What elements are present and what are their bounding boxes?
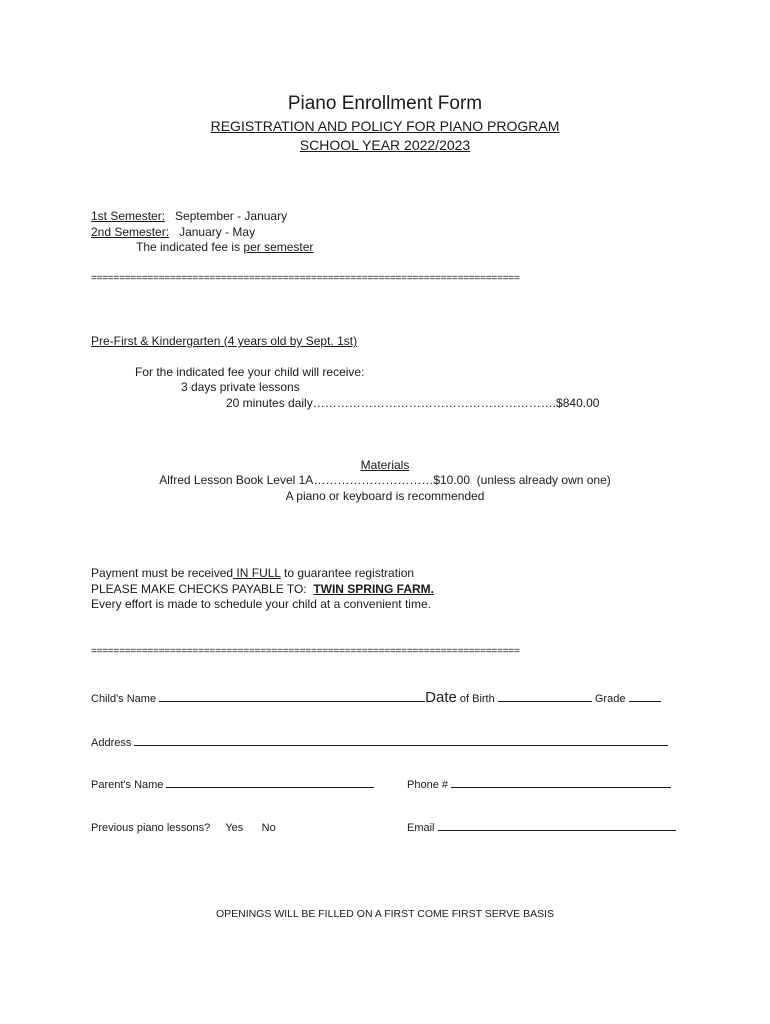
date-label: Date bbox=[425, 689, 457, 706]
grade-label: Grade bbox=[594, 693, 626, 705]
materials-book-line: Alfred Lesson Book Level 1A…………………………$10.00 (unless already own one) bbox=[159, 473, 611, 487]
date-of-birth-input[interactable] bbox=[498, 701, 592, 702]
separator-bottom: ============================================================================ bbox=[91, 646, 520, 657]
parent-name-row bbox=[91, 779, 374, 791]
checks-payable-text: PLEASE MAKE CHECKS PAYABLE TO: bbox=[91, 582, 314, 596]
first-semester-value: September - January bbox=[175, 209, 288, 223]
phone-input[interactable] bbox=[451, 787, 671, 788]
previous-lessons-row bbox=[91, 822, 276, 834]
payment-text: Payment must be received bbox=[91, 566, 234, 580]
child-name-label: Child's Name bbox=[91, 693, 157, 705]
parent-name-input[interactable] bbox=[166, 787, 374, 788]
previous-lessons-label: Previous piano lessons? bbox=[91, 822, 211, 834]
footer-notice: OPENINGS WILL BE FILLED ON A FIRST COME FIRST SERVE BASIS bbox=[215, 908, 555, 920]
program-price-line: 20 minutes daily…………………………………………………….$840.00 bbox=[226, 396, 600, 410]
previous-lessons-yes[interactable]: Yes bbox=[225, 822, 244, 834]
phone-row bbox=[407, 779, 671, 791]
second-semester-value: January - May bbox=[179, 225, 256, 239]
schedule-note: Every effort is made to schedule your child at a convenient time. bbox=[91, 597, 431, 611]
child-name-input[interactable] bbox=[159, 701, 425, 702]
fee-note bbox=[136, 240, 313, 254]
materials-keyboard-line: A piano or keyboard is recommended bbox=[285, 489, 485, 503]
child-info-row bbox=[91, 689, 661, 706]
second-semester-label: 2nd Semester: bbox=[91, 225, 170, 239]
payment-line bbox=[91, 566, 414, 580]
program-lessons: 3 days private lessons bbox=[181, 380, 300, 394]
payment-suffix: to guarantee registration bbox=[280, 566, 415, 580]
previous-lessons-no[interactable]: No bbox=[261, 822, 276, 834]
first-semester-row bbox=[91, 209, 287, 223]
address-row bbox=[91, 737, 668, 749]
separator-top: ============================================================================ bbox=[91, 273, 520, 284]
parent-name-label: Parent's Name bbox=[91, 779, 164, 791]
checks-payable-line bbox=[91, 582, 434, 596]
email-row bbox=[407, 822, 676, 834]
payee-name: TWIN SPRING FARM. bbox=[313, 582, 434, 596]
page-subtitle-registration: REGISTRATION AND POLICY FOR PIANO PROGRAM bbox=[210, 118, 560, 134]
program-intro: For the indicated fee your child will receive: bbox=[135, 365, 365, 379]
payment-in-full: IN FULL bbox=[233, 566, 281, 580]
address-label: Address bbox=[91, 737, 132, 749]
fee-note-text: The indicated fee is bbox=[136, 240, 244, 254]
address-input[interactable] bbox=[134, 745, 668, 746]
grade-input[interactable] bbox=[629, 701, 661, 702]
page-subtitle-school-year: SCHOOL YEAR 2022/2023 bbox=[299, 137, 471, 153]
materials-heading: Materials bbox=[360, 458, 410, 472]
second-semester-row bbox=[91, 225, 255, 239]
program-heading: Pre-First & Kindergarten (4 years old by Sept. 1st) bbox=[91, 334, 358, 348]
first-semester-label: 1st Semester: bbox=[91, 209, 166, 223]
phone-label: Phone # bbox=[407, 779, 448, 791]
page-title: Piano Enrollment Form bbox=[287, 93, 483, 114]
email-label: Email bbox=[407, 822, 435, 834]
fee-note-emphasis: per semester bbox=[243, 240, 314, 254]
email-input[interactable] bbox=[438, 830, 676, 831]
of-birth-label: of Birth bbox=[456, 693, 495, 705]
